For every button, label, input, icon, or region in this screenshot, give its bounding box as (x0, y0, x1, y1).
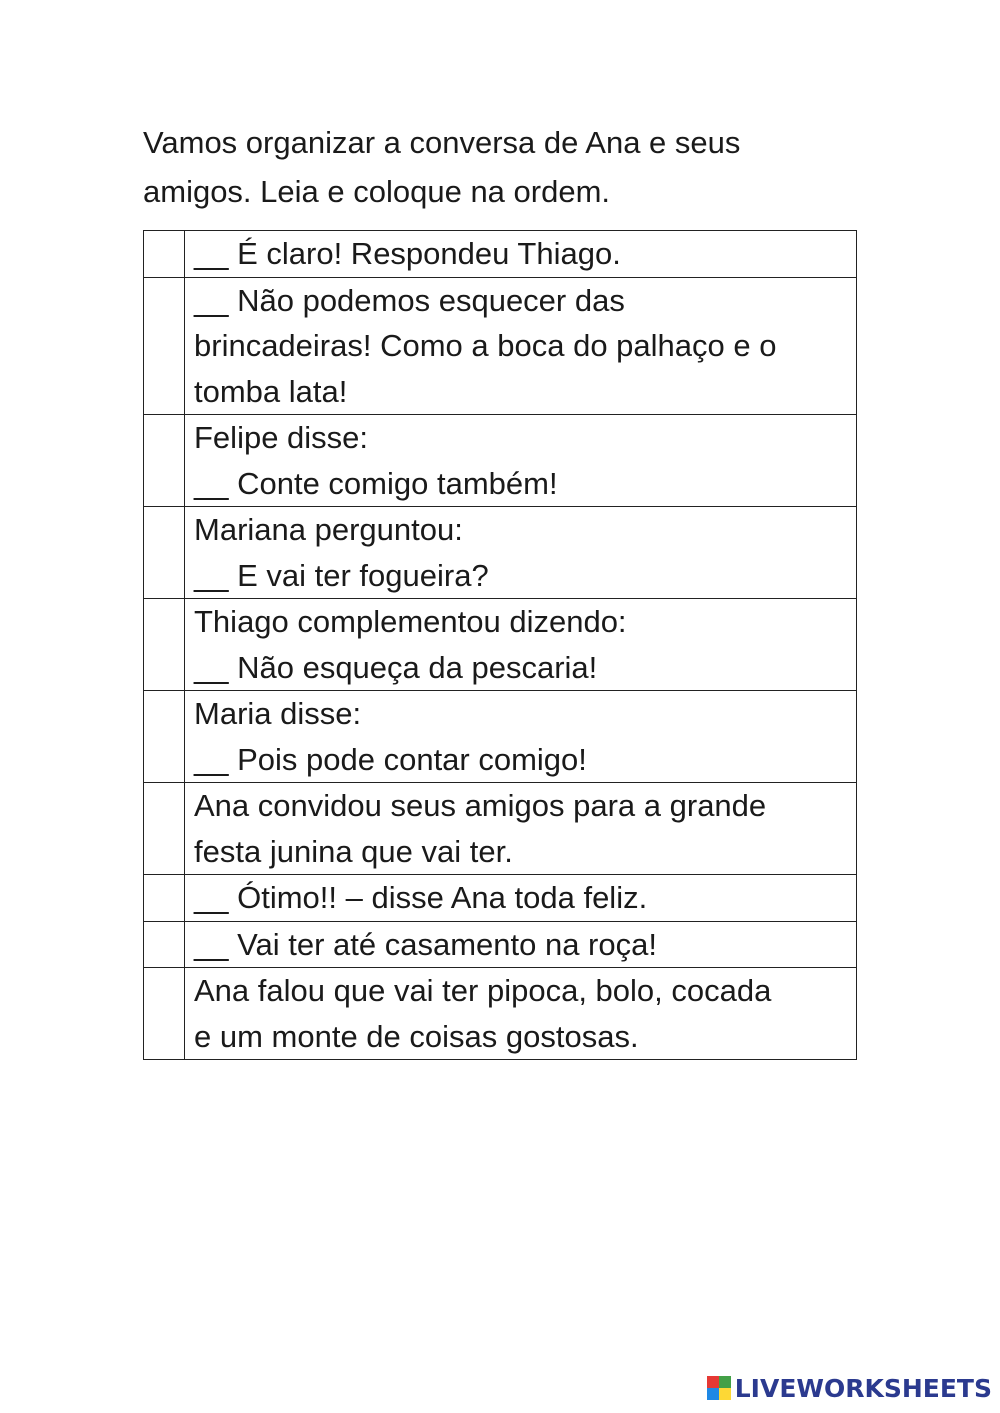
dialogue-line: e um monte de coisas gostosas. (194, 1018, 639, 1054)
logo-text: LIVEWORKSHEETS (734, 1373, 992, 1403)
dialogue-text-cell (185, 277, 857, 415)
order-number-cell[interactable] (144, 968, 185, 1060)
dialogue-line: __ Não podemos esquecer das (194, 282, 625, 318)
table-row (144, 691, 857, 783)
dialogue-text-cell (185, 921, 857, 968)
dialogue-line: __ Pois pode contar comigo! (194, 741, 587, 777)
order-number-cell[interactable] (144, 599, 185, 691)
dialogue-line: __ Ótimo!! – disse Ana toda feliz. (194, 880, 648, 915)
dialogue-text-cell (185, 231, 857, 278)
dialogue-text-cell (185, 507, 857, 599)
dialogue-line: Felipe disse: (194, 420, 369, 455)
dialogue-line: brincadeiras! Como a boca do palhaço e o (194, 328, 777, 363)
table-row (144, 783, 857, 875)
dialogue-line: Maria disse: (194, 696, 362, 731)
dialogue-line: __ Não esqueça da pescaria! (194, 649, 598, 685)
order-number-cell[interactable] (144, 691, 185, 783)
ordering-table (143, 230, 857, 1060)
order-number-cell[interactable] (144, 231, 185, 278)
table-row (144, 921, 857, 968)
dialogue-line: __ É claro! Respondeu Thiago. (194, 236, 621, 271)
table-row (144, 599, 857, 691)
dialogue-line: __ Vai ter até casamento na roça! (194, 926, 657, 962)
dialogue-text-cell (185, 875, 857, 922)
dialogue-line: tomba lata! (194, 373, 348, 409)
dialogue-text-cell (185, 415, 857, 507)
dialogue-line: festa junina que vai ter. (194, 833, 513, 869)
order-number-cell[interactable] (144, 277, 185, 415)
table-row (144, 415, 857, 507)
dialogue-line: Ana falou que vai ter pipoca, bolo, cocada (194, 973, 772, 1008)
dialogue-line: Thiago complementou dizendo: (194, 604, 627, 639)
dialogue-text-cell (185, 968, 857, 1060)
dialogue-line: Ana convidou seus amigos para a grande (194, 788, 767, 823)
table-row (144, 277, 857, 415)
order-number-cell[interactable] (144, 415, 185, 507)
table-row (144, 875, 857, 922)
liveworksheets-logo-icon (707, 1376, 731, 1400)
order-number-cell[interactable] (144, 507, 185, 599)
table-row (144, 968, 857, 1060)
dialogue-line: Mariana perguntou: (194, 512, 463, 547)
order-number-cell[interactable] (144, 921, 185, 968)
instructions-line-1: Vamos organizar a conversa de Ana e seus (143, 125, 741, 160)
liveworksheets-logo (707, 1370, 992, 1406)
dialogue-line: __ Conte comigo também! (194, 465, 558, 501)
dialogue-text-cell (185, 783, 857, 875)
dialogue-line: __ E vai ter fogueira? (194, 557, 489, 593)
instructions-line-2: amigos. Leia e coloque na ordem. (143, 174, 611, 209)
dialogue-text-cell (185, 691, 857, 783)
order-number-cell[interactable] (144, 875, 185, 922)
order-number-cell[interactable] (144, 783, 185, 875)
dialogue-text-cell (185, 599, 857, 691)
table-row (144, 231, 857, 278)
instructions (143, 118, 863, 216)
table-row (144, 507, 857, 599)
